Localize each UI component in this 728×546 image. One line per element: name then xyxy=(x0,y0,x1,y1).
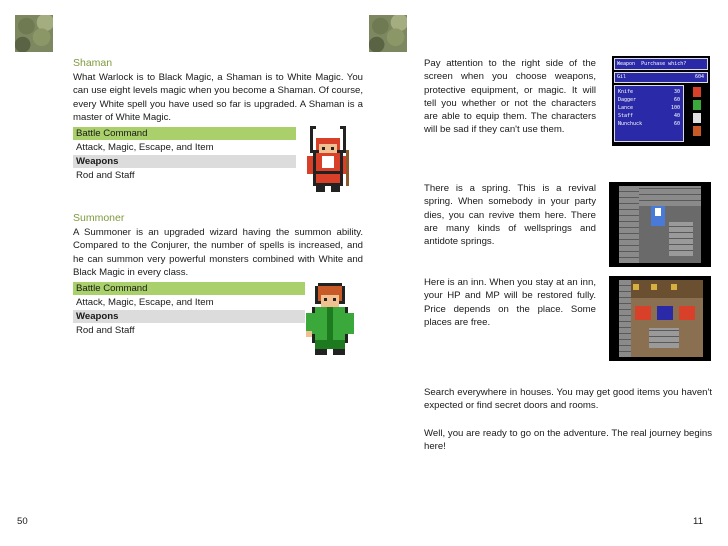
shaman-description: What Warlock is to Black Magic, a Shaman is to White Magic. You can use eight levels magic when you become a Shaman. Of course, every White spell you have used so far is upgraded. A Shaman is a master of White Magic. xyxy=(73,72,363,123)
shop-item[interactable]: Knife 30 xyxy=(618,89,680,95)
shop-gil-value: 604 xyxy=(694,74,704,80)
shaman-battle-command-value: Attack, Magic, Escape, and Item xyxy=(76,142,214,153)
left-page-number: 50 xyxy=(17,516,28,527)
shop-item-list xyxy=(614,85,684,142)
shop-gil-label: Gil xyxy=(617,74,627,80)
summoner-battle-command-value: Attack, Magic, Escape, and Item xyxy=(76,297,214,308)
shop-item[interactable]: Lance 100 xyxy=(618,105,680,111)
summoner-weapons-value: Rod and Staff xyxy=(76,325,135,336)
ready-paragraph: Well, you are ready to go on the adventure. The real journey begins here! xyxy=(424,428,712,453)
camo-tile-left xyxy=(15,15,53,52)
party-sprites xyxy=(688,86,706,141)
summoner-battle-command-label: Battle Command xyxy=(73,282,305,295)
shop-item[interactable]: Nunchuck 60 xyxy=(618,121,680,127)
shaman-weapons-value: Rod and Staff xyxy=(76,170,135,181)
shaman-weapons-label: Weapons xyxy=(73,155,296,168)
shop-item[interactable]: Dagger 60 xyxy=(618,97,680,103)
shop-paragraph: Pay attention to the right side of the screen when you choose weapons, protective equipment, or magic. It will tell you whether or not the characters are able to equip them. The characters will be sad if they can't use them. xyxy=(424,58,596,136)
shaman-battle-command-label: Battle Command xyxy=(73,127,296,140)
shop-header-right: Purchase which? xyxy=(641,61,687,67)
shaman-sprite xyxy=(304,126,352,192)
shop-item[interactable]: Staff 40 xyxy=(618,113,680,119)
spring-screenshot xyxy=(609,182,711,267)
inn-screenshot xyxy=(609,276,711,361)
search-paragraph: Search everywhere in houses. You may get good items you haven't expected or find secret doors and rooms. xyxy=(424,387,712,412)
shop-header-left: Weapon xyxy=(617,61,636,67)
shaman-section xyxy=(73,57,363,124)
summoner-sprite xyxy=(306,283,354,355)
right-page-number: 11 xyxy=(693,516,703,527)
summoner-weapons-label: Weapons xyxy=(73,310,305,323)
inn-paragraph: Here is an inn. When you stay at an inn, your HP and MP will be restored fully. Price depends on the place. Some places are free. xyxy=(424,277,596,328)
summoner-section xyxy=(73,212,363,279)
summoner-description: A Summoner is an upgraded wizard having the summon ability. Compared to the Conjurer, the number of spells is increased, and he can summon very powerful monsters combined with White and Black Magic in every class. xyxy=(73,227,363,278)
spring-paragraph: There is a spring. This is a revival spring. When somebody in your party dies, you can revive them here. There are many kinds of wellsprings and antidote springs. xyxy=(424,183,596,248)
summoner-title: Summoner xyxy=(73,212,125,224)
shop-screenshot xyxy=(612,56,710,146)
camo-tile-right xyxy=(369,15,407,52)
shaman-title: Shaman xyxy=(73,57,113,69)
